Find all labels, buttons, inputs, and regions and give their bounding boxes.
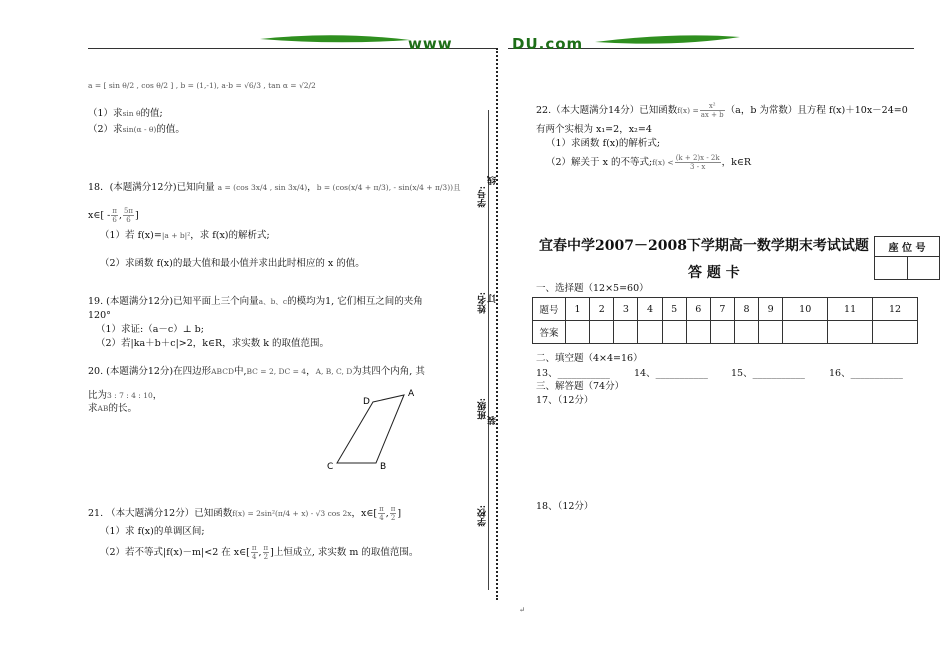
answer-q18-label: 18、（12分）	[536, 501, 594, 512]
table-row-question-numbers	[533, 298, 918, 321]
question-number-5: 5	[662, 298, 686, 321]
exam-title: 宜春中学2007－2008下学期高一数学期末考试试题	[539, 238, 869, 254]
question-number-3: 3	[614, 298, 638, 321]
q19-part2: （2）若|ka＋b＋c|>2，k∈R，求实数 k 的取值范围。	[96, 338, 330, 349]
q17-part2: （2）求sin(α - θ)的值。	[88, 124, 185, 135]
q18-part2: （2）求函数 f(x)的最大值和最小值并求出此时相应的 x 的值。	[100, 258, 365, 269]
question-number-7: 7	[710, 298, 734, 321]
seat-number-box	[874, 236, 940, 280]
side-label-school: 学校:	[478, 505, 488, 527]
q19-heading: 19. (本题满分12分)已知平面上三个向量a、b、c的模均为1, 它们相互之间的夹角	[88, 296, 423, 307]
side-label-id: 学号:	[478, 186, 488, 208]
q19-angle: 120°	[88, 310, 111, 321]
fold-dotted-line	[496, 48, 498, 600]
row-label-question: 题号	[533, 298, 566, 321]
question-number-8: 8	[734, 298, 758, 321]
answer-cell-2[interactable]	[590, 321, 614, 344]
fill-blank-16[interactable]: 16、___________	[829, 368, 903, 379]
seat-number-label: 座 位 号	[875, 237, 940, 257]
quadrilateral-figure	[320, 380, 430, 475]
figure-vertex-d: D	[363, 397, 370, 407]
q22-roots: 有两个实根为 x₁=2，x₂=4	[536, 124, 652, 135]
answer-cell-7[interactable]	[710, 321, 734, 344]
question-number-1: 1	[566, 298, 590, 321]
q22-heading: 22.（本大题满分14分）已知函数f(x) = $\frac{\text{x²}}{ax + b}$ （a，b 为常数）且方程 f(x)＋10x－24=0	[536, 102, 908, 119]
section-choice-heading: 一、选择题（12×5=60）	[536, 283, 649, 294]
choice-answer-table	[532, 297, 918, 344]
answer-q17-label: 17、（12分）	[536, 395, 594, 406]
answer-cell-8[interactable]	[734, 321, 758, 344]
q20-heading: 20. (本题满分12分)在四边形ABCD中,BC = 2, DC = 4，A, B, C, D为其四个内角, 其	[88, 366, 425, 377]
answer-sheet-subtitle: 答 题 卡	[688, 265, 740, 281]
side-label-class: 班级:	[478, 398, 488, 420]
q22-part2: （2）解关于 x 的不等式;f(x) < $\frac{(k + 2)x - 2k}{3 - x}$ ，k∈R	[546, 154, 752, 171]
question-number-2: 2	[590, 298, 614, 321]
q17-given-formula: a = [ sin θ/2 , cos θ/2 ] , b = (1,-1), a·b = √6/3 , tan α = √2/2	[88, 81, 316, 90]
banner-left-text: www	[408, 35, 453, 53]
q21-part2: （2）若不等式|f(x)－m|<2 在 x∈[ $\frac{\pi}{4}$ , $\frac{\pi}{2}$ ]上恒成立, 求实数 m 的取值范围。	[100, 544, 419, 561]
question-number-4: 4	[638, 298, 662, 321]
fill-blank-14[interactable]: 14、___________	[634, 368, 708, 379]
question-number-9: 9	[759, 298, 783, 321]
q21-heading: 21. （本大题满分12分）已知函数f(x) = 2sin²(π/4 + x) - √3 cos 2x，x∈[ $\frac{\pi}{4}$ , $\frac{\pi}{2}$ ]	[88, 505, 402, 522]
side-label-id-mark: 线	[488, 176, 498, 185]
q18-heading: 18．(本题满分12分)已知向量 a = (cos 3x/4 , sin 3x/4)，b = (cos(x/4 + π/3), - sin(x/4 + π/3))且	[88, 182, 461, 193]
banner-right-text: DU.com	[512, 35, 584, 53]
figure-vertex-a: A	[408, 389, 415, 399]
row-label-answer: 答案	[533, 321, 566, 344]
question-number-6: 6	[686, 298, 710, 321]
seat-number-cell-1[interactable]	[875, 257, 908, 280]
figure-vertex-c: C	[327, 462, 334, 472]
side-label-class-mark: 装	[488, 416, 498, 425]
q18-domain: x∈[ - $\frac{\pi}{6}$ , $\frac{5\pi}{6}$ ]	[88, 207, 139, 224]
question-number-10: 10	[783, 298, 828, 321]
q20-ask-line: 求AB的长。	[88, 403, 137, 414]
seat-number-cell-2[interactable]	[907, 257, 940, 280]
quadrilateral-shape	[337, 395, 404, 463]
q18-part1: （1）若 f(x)=|a + b|²，求 f(x)的解析式;	[100, 230, 270, 241]
q20-ratio-line: 比为3 : 7 : 4 : 10，	[88, 390, 163, 401]
answer-cell-3[interactable]	[614, 321, 638, 344]
answer-cell-4[interactable]	[638, 321, 662, 344]
q17-part1: （1）求sin θ的值;	[88, 108, 163, 119]
side-label-name-mark: 订	[488, 294, 498, 303]
answer-cell-5[interactable]	[662, 321, 686, 344]
side-label-name: 姓名:	[478, 292, 488, 314]
answer-cell-9[interactable]	[759, 321, 783, 344]
banner-swoosh-graphic	[255, 30, 755, 52]
fill-blank-15[interactable]: 15、___________	[731, 368, 805, 379]
section-fill-heading: 二、填空题（4×4=16）	[536, 353, 643, 364]
question-number-11: 11	[828, 298, 873, 321]
q19-part1: （1）求证:（a－c）⊥ b;	[96, 324, 204, 335]
question-number-12: 12	[873, 298, 918, 321]
paragraph-mark: ↵	[519, 605, 526, 614]
q22-part1: （1）求函数 f(x)的解析式;	[546, 138, 661, 149]
answer-cell-12[interactable]	[873, 321, 918, 344]
answer-cell-10[interactable]	[783, 321, 828, 344]
figure-vertex-b: B	[380, 462, 387, 472]
q21-part1: （1）求 f(x)的单调区间;	[100, 526, 205, 537]
answer-cell-1[interactable]	[566, 321, 590, 344]
fill-blank-13[interactable]: 13、___________	[536, 368, 610, 379]
answer-cell-6[interactable]	[686, 321, 710, 344]
answer-cell-11[interactable]	[828, 321, 873, 344]
table-row-answers	[533, 321, 918, 344]
section-solve-heading: 三、解答题（74分）	[536, 381, 625, 392]
